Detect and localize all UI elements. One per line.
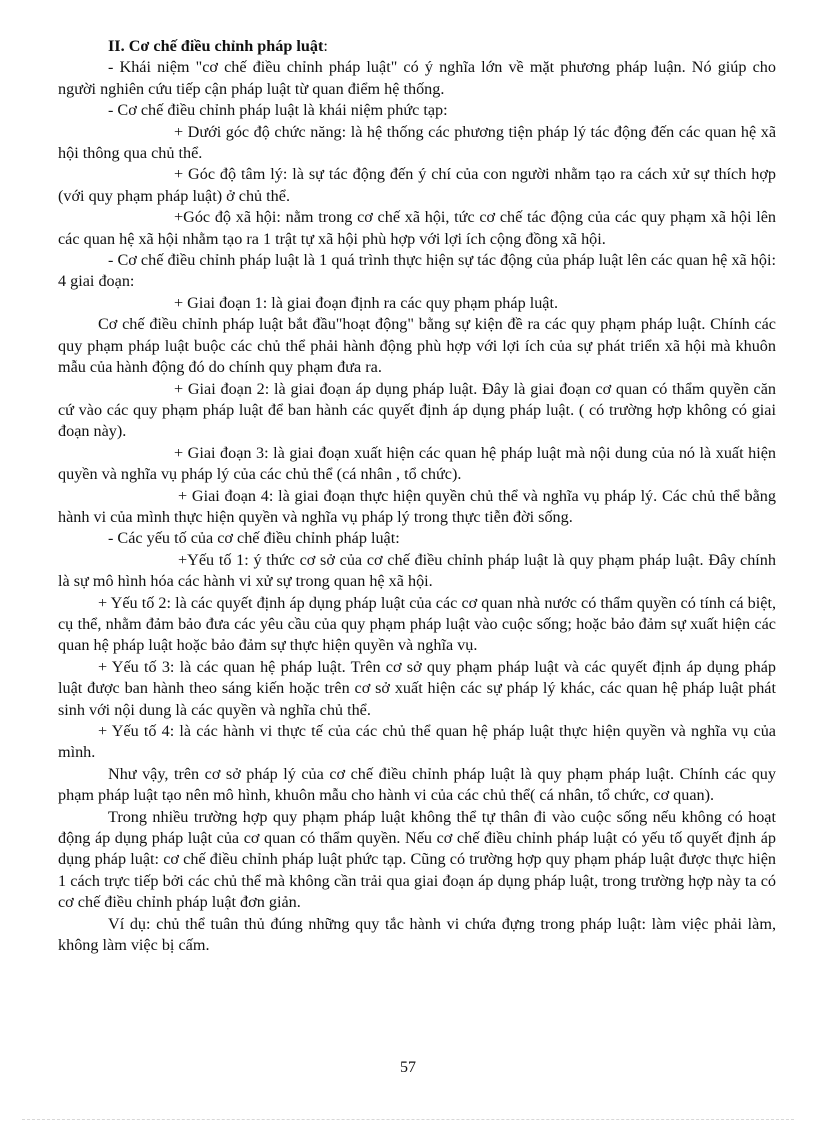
paragraph: Ví dụ: chủ thể tuân thủ đúng những quy tắc hành vi chứa đựng trong pháp luật: làm việc phải làm, không làm việc bị cấm. xyxy=(58,914,776,955)
paragraph: - Các yếu tố của cơ chế điều chỉnh pháp luật: xyxy=(108,529,400,548)
paragraph: + Góc độ tâm lý: là sự tác động đến ý chí của con người nhằm tạo ra cách xử sự thích hợp (với quy phạm pháp luật) ở chủ thể. xyxy=(58,165,776,205)
page-bottom-rule xyxy=(22,1119,794,1120)
paragraph: + Yếu tố 4: là các hành vi thực tế của các chủ thể quan hệ pháp luật thực hiện quyền và nghĩa vụ của mình. xyxy=(58,722,776,762)
section-heading xyxy=(58,36,776,57)
paragraph: +Góc độ xã hội: nằm trong cơ chế xã hội, tức cơ chế tác động của các quy phạm xã hội lên các quan hệ xã hội nhằm tạo ra 1 trật tự xã hội phù hợp với lợi ích cộng đồng xã hội. xyxy=(58,208,776,248)
paragraph: + Dưới góc độ chức năng: là hệ thống các phương tiện pháp lý tác động đến các quan hệ xã hội thông qua chủ thể. xyxy=(58,122,776,163)
paragraph: + Giai đoạn 2: là giai đoạn áp dụng pháp luật. Đây là giai đoạn cơ quan có thẩm quyền căn cứ vào các quy phạm pháp luật để ban hành các quyết định áp dụng pháp luật. ( có trường hợp không có giai đoạn này). xyxy=(58,379,776,441)
paragraph: + Giai đoạn 4: là giai đoạn thực hiện quyền chủ thể và nghĩa vụ pháp lý. Các chủ thể bằng hành vi của mình thực hiện quyền và nghĩa vụ pháp lý trong thực tiễn đời sống. xyxy=(58,486,776,526)
paragraph: Trong nhiều trường hợp quy phạm pháp luật không thể tự thân đi vào cuộc sống nếu không có hoạt động áp dụng pháp luật của cơ quan có thẩm quyền. Nếu cơ chế điều chỉnh pháp luật có yếu tố quyết định áp dụng pháp luật: cơ chế điều chỉnh pháp luật phức tạp. Cũng có trường hợp quy phạm pháp luật được thực hiện 1 cách trực tiếp bởi các chủ thể mà không cần trải qua giai đoạn áp dụng pháp luật, trong trường hợp này ta có cơ chế điều chỉnh pháp luật đơn giản. xyxy=(58,807,776,912)
paragraph: Cơ chế điều chỉnh pháp luật bắt đầu"hoạt động" bằng sự kiện đề ra các quy phạm pháp luật. Chính các quy phạm pháp luật buộc các chủ thể phải hành động phù hợp với lợi ích của sự phát triển xã hội mà khuôn mẫu của hành động đó do chính quy phạm đưa ra. xyxy=(58,315,776,377)
paragraph: + Giai đoạn 3: là giai đoạn xuất hiện các quan hệ pháp luật mà nội dung của nó là xuất hiện quyền và nghĩa vụ pháp lý của các chủ thể (cá nhân , tổ chức). xyxy=(58,443,776,484)
paragraph: - Cơ chế điều chỉnh pháp luật là khái niệm phức tạp: xyxy=(108,101,448,120)
paragraph: - Khái niệm "cơ chế điều chỉnh pháp luật" có ý nghĩa lớn về mặt phương pháp luận. Nó giúp cho người nghiên cứu tiếp cận pháp luật từ quan điểm hệ thống. xyxy=(58,58,776,98)
paragraph: Như vậy, trên cơ sở pháp lý của cơ chế điều chỉnh pháp luật là quy phạm pháp luật. Chính các quy phạm pháp luật tạo nên mô hình, khuôn mẫu cho hành vi của các chủ thể( cá nhân, tổ chức, cơ quan). xyxy=(58,764,776,805)
paragraph: + Giai đoạn 1: là giai đoạn định ra các quy phạm pháp luật. xyxy=(174,293,559,312)
paragraph: +Yếu tố 1: ý thức cơ sở của cơ chế điều chỉnh pháp luật là quy phạm pháp luật. Đây chính là sự mô hình hóa các hành vi xử sự trong quan hệ xã hội. xyxy=(58,550,776,591)
paragraph: + Yếu tố 2: là các quyết định áp dụng pháp luật của các cơ quan nhà nước có thẩm quyền có tính cá biệt, cụ thể, nhằm đảm bảo đưa các yêu cầu của quy phạm pháp luật vào cuộc sống; hoặc bảo đảm sự xuất hiện các quan hệ pháp luật hoặc bảo đảm sự thực hiện quyền và nghĩa vụ. xyxy=(58,593,776,655)
paragraph: - Cơ chế điều chỉnh pháp luật là 1 quá trình thực hiện sự tác động của pháp luật lên các quan hệ xã hội: 4 giai đoạn: xyxy=(58,251,776,291)
section-title-colon: : xyxy=(323,37,328,55)
paragraph: + Yếu tố 3: là các quan hệ pháp luật. Trên cơ sở quy phạm pháp luật và các quyết định áp dụng pháp luật được ban hành theo sáng kiến hoặc trên cơ sở xuất hiện các sự pháp lý khác, các quan hệ pháp luật phát sinh với nội dung là các quyền và nghĩa chủ thể. xyxy=(58,657,776,719)
page-number: 57 xyxy=(400,1059,416,1076)
section-title: II. Cơ chế điều chỉnh pháp luật xyxy=(108,37,324,55)
document-page xyxy=(58,36,776,956)
